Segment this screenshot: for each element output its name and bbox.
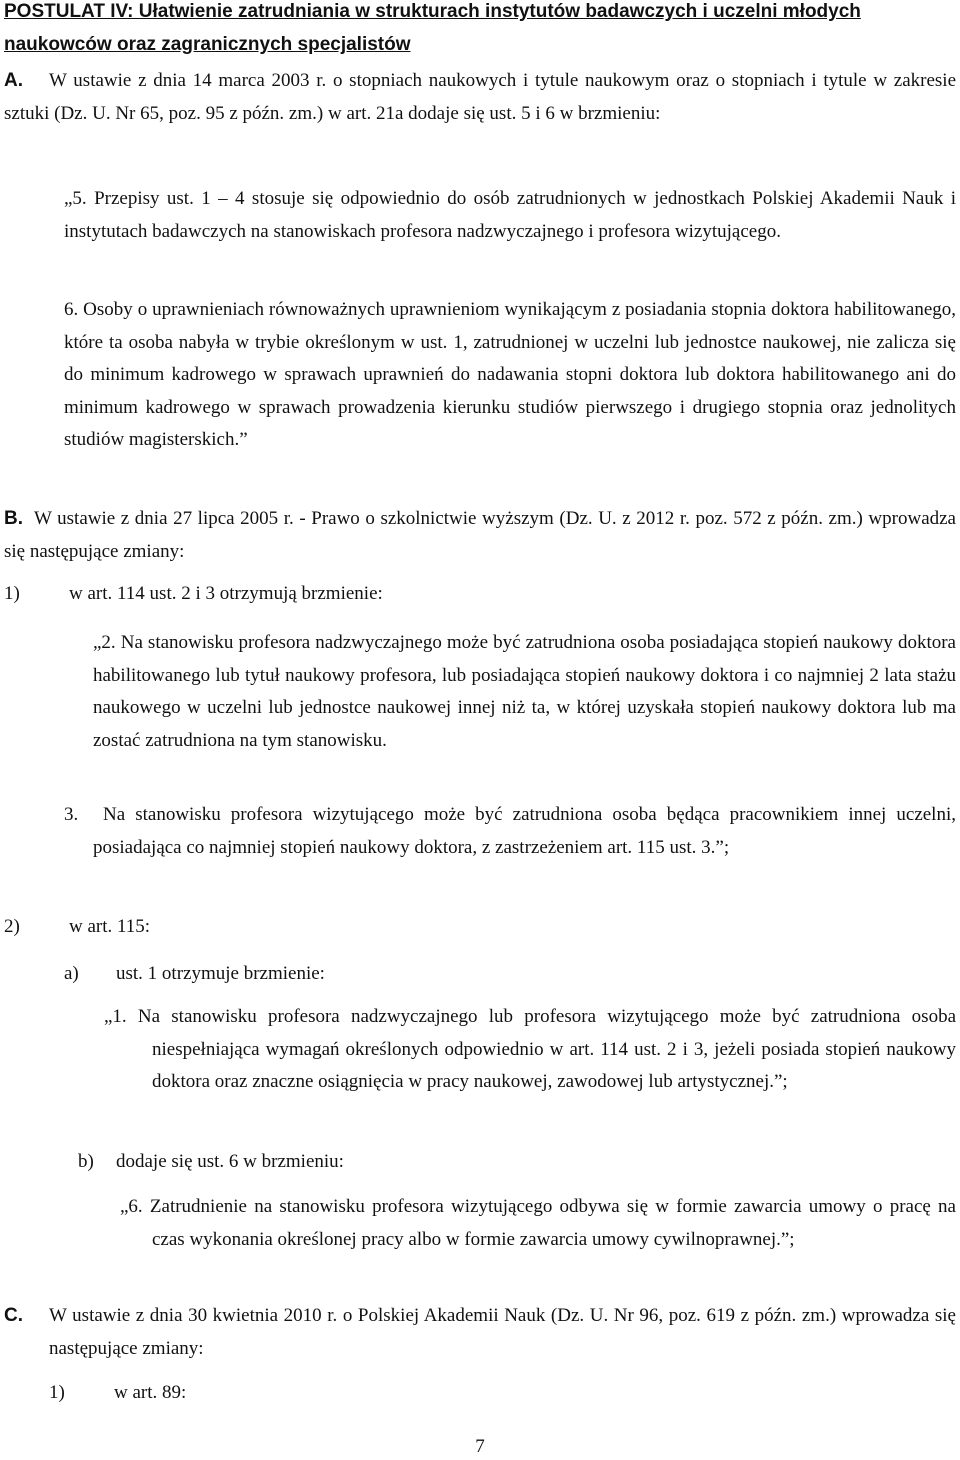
section-b-text: W ustawie z dnia 27 lipca 2005 r. - Prawo o szkolnictwie wyższym (Dz. U. z 2012 r. poz. 572 z późn. zm.) wprowadza się następujące zmiany: [4,508,956,562]
section-b-item2-number: 2) [4,916,20,937]
section-b-item2a-text: ust. 1 otrzymuje brzmienie: [116,963,325,984]
section-b-item2-text: w art. 115: [69,916,151,937]
section-a-ust6: 6. Osoby o uprawnieniach równoważnych uprawnieniom wynikającym z posiadania stopnia doktora habilitowanego, które ta osoba nabyła w trybie określonym w ust. 1, zatrudnionej w uczelni lub jednostce naukowej, nie zalicza się do minimum kadrowego w sprawach uprawnień do nadawania stopni doktora lub doktora habilitowanego ani do minimum kadrowego w sprawach prowadzenia kierunku studiów pierwszego i drugiego stopnia oraz jednolitych studiów magisterskich.” [64,299,956,451]
page-number: 7 [475,1436,485,1457]
section-a-text: W ustawie z dnia 14 marca 2003 r. o stopniach naukowych i tytule naukowym oraz o stopniach i tytule w zakresie sztuki (Dz. U. Nr 65, poz. 95 z późn. zm.) w art. 21a dodaje się ust. 5 i 6 w brzmieniu: [4,70,956,124]
section-c-marker: C. [4,1305,23,1326]
postulate-title: POSTULAT IV: Ułatwienie zatrudniania w strukturach instytutów badawczych i uczelni młodych naukowców oraz zagranicznych specjalistów [4,1,861,55]
section-b-item1-ust2: „2. Na stanowisku profesora nadzwyczajnego może być zatrudniona osoba posiadająca stopień naukowy doktora habilitowanego lub tytuł naukowy profesora, lub posiadająca stopień naukowy doktora i co najmniej 2 lata stażu naukowego w uczelni lub jednostce naukowej innej niż ta, w której uzyskała stopień naukowy doktora lub ma zostać zatrudniona na tym stanowisku. [93,632,956,751]
section-c-item1-number: 1) [49,1382,65,1403]
section-b-item2b-quote: „6. Zatrudnienie na stanowisku profesora wizytującego odbywa się w formie zawarcia umowy o pracę na czas wykonania określonej pracy albo w formie zawarcia umowy cywilnoprawnej.”; [120,1196,956,1250]
section-b-item2b-letter: b) [78,1151,94,1172]
section-a-marker: A. [4,70,23,91]
section-b-item2a-letter: a) [64,963,79,984]
section-b-item1-ust3-number: 3. [64,804,79,825]
section-b-item2a-quote: „1. Na stanowisku profesora nadzwyczajnego lub profesora wizytującego może być zatrudniona osoba niespełniająca wymagań określonych odpowiednio w art. 114 ust. 2 i 3, jeżeli posiada stopień naukowy doktora oraz znaczne osiągnięcia w pracy naukowej, zawodowej lub artystycznej.”; [104,1006,956,1093]
section-c-text: W ustawie z dnia 30 kwietnia 2010 r. o Polskiej Akademii Nauk (Dz. U. Nr 96, poz. 619 z późn. zm.) wprowadza się następujące zmiany: [49,1305,956,1359]
section-c-item1-text: w art. 89: [114,1382,187,1403]
section-b-item1-number: 1) [4,583,20,604]
section-b-item2b-text: dodaje się ust. 6 w brzmieniu: [116,1151,344,1172]
section-b-marker: B. [4,508,23,529]
section-b-item1-text: w art. 114 ust. 2 i 3 otrzymują brzmienie: [69,583,383,604]
section-a-ust5: „5. Przepisy ust. 1 – 4 stosuje się odpowiednio do osób zatrudnionych w jednostkach Polskiej Akademii Nauk i instytutach badawczych na stanowiskach profesora nadzwyczajnego i profesora wizytującego. [64,188,956,242]
section-b-item1-ust3-text: Na stanowisku profesora wizytującego może być zatrudniona osoba będąca pracownikiem innej uczelni, posiadająca co najmniej stopień naukowy doktora, z zastrzeżeniem art. 115 ust. 3.”; [93,804,956,858]
